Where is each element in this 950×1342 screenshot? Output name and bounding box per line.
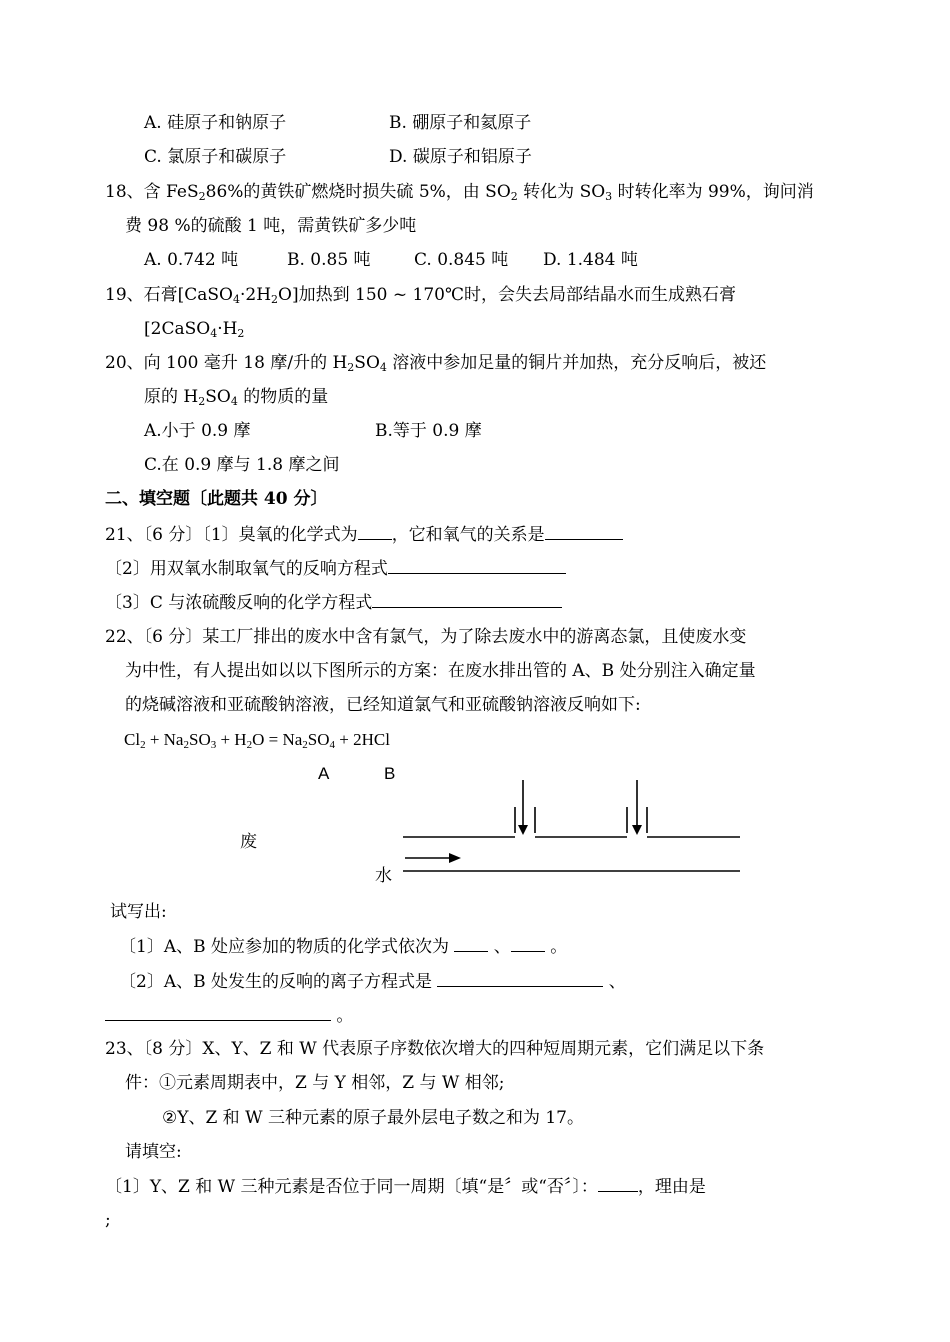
q22-text: 、	[488, 937, 511, 957]
q17-option-d: D. 碳原子和铝原子	[389, 147, 532, 167]
q21-text: ，它和氧气的关系是	[391, 525, 545, 545]
answer-blank[interactable]	[358, 523, 392, 540]
q23-line-3: ②Y、Z 和 W 三种元素的原子最外层电子数之和为 17。	[162, 1108, 584, 1128]
q20-line-1	[105, 352, 766, 374]
subscript: 2	[510, 190, 518, 203]
q20-text: SO	[354, 353, 380, 373]
q21-number: 21、	[105, 525, 144, 545]
eq-text: SO	[188, 730, 211, 749]
eq-text: + 2HCl	[335, 730, 390, 749]
subscript: 2	[347, 361, 355, 374]
answer-blank[interactable]	[105, 1004, 331, 1021]
subscript: 2	[271, 293, 279, 306]
q18-option-c: C. 0.845 吨	[414, 250, 509, 270]
q23-fill-prompt: 请填空:	[125, 1142, 182, 1162]
q19-text: ·H	[217, 319, 238, 339]
q18-option-b: B. 0.85 吨	[287, 250, 371, 270]
q23-text: 〔8 分〕X、Y、Z 和 W 代表原子序数依次增大的四种短周期元素，它们满足以下条	[143, 1039, 765, 1059]
q20-option-b: B.等于 0.9 摩	[375, 421, 482, 441]
answer-blank[interactable]	[511, 935, 545, 952]
label-waste: 废	[240, 832, 257, 852]
subscript: 4	[329, 739, 336, 751]
subscript: 3	[210, 739, 217, 751]
q19-text: 石膏[CaSO	[143, 285, 233, 305]
subscript: 4	[230, 395, 238, 408]
eq-text: O = Na	[252, 730, 303, 749]
q20-text: 溶液中参加足量的铜片并加热，充分反响后，被还	[386, 353, 767, 373]
q22-part-2-cont	[105, 1004, 353, 1027]
answer-blank[interactable]	[454, 935, 488, 952]
subscript: 2	[198, 395, 206, 408]
q18-line-1	[105, 181, 814, 203]
q18-option-d: D. 1.484 吨	[543, 250, 638, 270]
q23-part-1-end: ;	[105, 1210, 111, 1230]
label-b: B	[384, 764, 396, 783]
q23-part-1	[105, 1175, 706, 1198]
q23-line-1	[105, 1038, 764, 1060]
reaction-equation	[124, 729, 390, 751]
q22-part-2	[119, 970, 626, 993]
q18-number: 18、	[105, 182, 144, 202]
section-heading: 二、填空题〔此题共 40 分〕	[105, 489, 328, 509]
q20-text: 的物质的量	[237, 387, 329, 407]
label-water: 水	[375, 866, 392, 886]
eq-text: + H	[216, 730, 247, 749]
arrowhead-b	[632, 825, 642, 835]
subscript: 2	[198, 190, 206, 203]
q20-line-2	[144, 386, 328, 408]
q20-text: 向 100 毫升 18 摩/升的 H	[143, 353, 348, 373]
q18-line-2: 费 98 %的硫酸 1 吨，需黄铁矿多少吨	[125, 216, 417, 236]
q22-text: 〔1〕A、B 处应参加的物质的化学式依次为	[119, 937, 455, 957]
q22-text: 〔2〕A、B 处发生的反响的离子方程式是	[119, 972, 438, 992]
answer-blank[interactable]	[372, 591, 562, 608]
q22-text: 。	[331, 1006, 354, 1026]
q19-line-2	[144, 318, 244, 340]
q22-text: 〔6 分〕某工厂排出的废水中含有氯气，为了除去废水中的游离态氯，且使废水变	[143, 627, 747, 647]
q21-text: 〔3〕C 与浓硫酸反响的化学方程式	[105, 593, 373, 613]
eq-text: SO	[307, 730, 330, 749]
q21-text: 〔6 分〕〔1〕臭氧的化学式为	[143, 525, 358, 545]
q23-text: ，理由是	[637, 1177, 706, 1197]
arrowhead-a	[518, 825, 528, 835]
q20-option-a: A.小于 0.9 摩	[144, 421, 251, 441]
q21-part-2	[105, 557, 566, 580]
q19-text: ·2H	[240, 285, 272, 305]
answer-blank[interactable]	[545, 523, 623, 540]
q17-option-b: B. 硼原子和氦原子	[389, 113, 532, 133]
subscript: 4	[233, 293, 240, 306]
q23-number: 23、	[105, 1039, 144, 1059]
flow-arrowhead	[449, 853, 461, 863]
q18-text: 86%的黄铁矿燃烧时损失硫 5%，由 SO	[205, 182, 511, 202]
q21-line-1	[105, 523, 623, 546]
q18-text: 转化为 SO	[517, 182, 606, 202]
eq-text: Cl	[124, 730, 141, 749]
pipe-diagram	[395, 775, 755, 885]
q22-line-2: 为中性，有人提出如以以下图所示的方案：在废水排出管的 A、B 处分别注入确定量	[125, 661, 756, 681]
q19-line-1	[105, 284, 736, 306]
q21-text: 〔2〕用双氧水制取氧气的反响方程式	[105, 559, 388, 579]
q18-option-a: A. 0.742 吨	[144, 250, 239, 270]
q17-option-a: A. 硅原子和钠原子	[144, 113, 287, 133]
q22-line-3: 的烧碱溶液和亚硫酸钠溶液，已经知道氯气和亚硫酸钠溶液反响如下:	[125, 695, 641, 715]
eq-text: + Na	[145, 730, 184, 749]
label-a: A	[318, 764, 330, 783]
q22-number: 22、	[105, 627, 144, 647]
subscript: 4	[210, 327, 218, 340]
q18-text: 含 FeS	[143, 182, 199, 202]
q19-text: O]加热到 150 ~ 170℃时，会失去局部结晶水而生成熟石膏	[278, 285, 736, 305]
subscript: 2	[140, 739, 146, 751]
q23-text: 〔1〕Y、Z 和 W 三种元素是否位于同一周期〔填“是〞或“否〞〕：	[105, 1177, 598, 1197]
q19-number: 19、	[105, 285, 144, 305]
q20-number: 20、	[105, 353, 144, 373]
subscript: 2	[183, 739, 189, 751]
q22-line-1	[105, 626, 746, 648]
q21-part-3	[105, 591, 562, 614]
q22-text: 、	[603, 972, 626, 992]
q17-option-c: C. 氯原子和碳原子	[144, 147, 287, 167]
answer-blank[interactable]	[388, 557, 566, 574]
q20-text: SO	[205, 387, 231, 407]
answer-blank[interactable]	[598, 1175, 638, 1192]
subscript: 2	[237, 327, 245, 340]
subscript: 2	[246, 739, 253, 751]
q23-line-2: 件：①元素周期表中，Z 与 Y 相邻，Z 与 W 相邻;	[125, 1073, 505, 1093]
q22-write-prompt: 试写出:	[110, 902, 167, 922]
q18-text: 时转化率为 99%，询问消	[612, 182, 814, 202]
answer-blank[interactable]	[437, 970, 603, 987]
q19-text: [2CaSO	[144, 319, 211, 339]
subscript: 4	[379, 361, 387, 374]
q22-part-1	[119, 935, 567, 958]
subscript: 2	[302, 739, 308, 751]
q20-text: 原的 H	[144, 387, 199, 407]
q22-text: 。	[544, 937, 568, 957]
subscript: 3	[605, 190, 613, 203]
q20-option-c: C.在 0.9 摩与 1.8 摩之间	[144, 455, 340, 475]
